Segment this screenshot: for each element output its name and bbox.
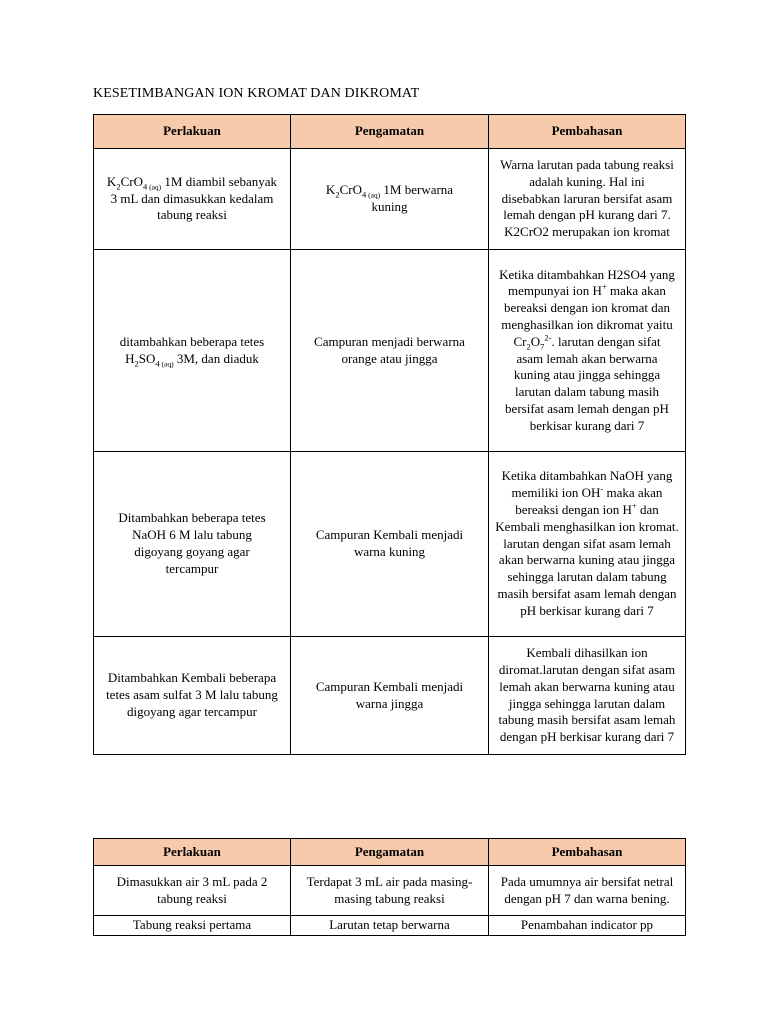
cell-pengamatan: Campuran menjadi berwarna orange atau jingga: [291, 250, 489, 452]
cell-pengamatan: Larutan tetap berwarna: [291, 916, 489, 936]
header-pengamatan: Pengamatan: [291, 115, 489, 149]
document-title: KESETIMBANGAN ION KROMAT DAN DIKROMAT: [93, 86, 420, 101]
table-row: [94, 637, 686, 755]
cell-perlakuan: Tabung reaksi pertama: [94, 916, 291, 936]
observation-table-1: [93, 114, 686, 755]
cell-perlakuan: Ditambahkan Kembali beberapa tetes asam sulfat 3 M lalu tabung digoyang agar tercampur: [94, 637, 291, 755]
cell-perlakuan: Dimasukkan air 3 mL pada 2 tabung reaksi: [94, 866, 291, 916]
cell-pembahasan: Kembali dihasilkan ion diromat.larutan dengan sifat asam lemah akan berwarna kuning atau jingga sehingga larutan dalam tabung masih bersifat asam lemah dengan pH berkisar kurang dari 7: [489, 637, 686, 755]
table-row: [94, 149, 686, 250]
header-perlakuan: Perlakuan: [94, 115, 291, 149]
table-header-row: [94, 839, 686, 866]
cell-perlakuan: Ditambahkan beberapa tetes NaOH 6 M lalu tabung digoyang goyang agar tercampur: [94, 452, 291, 637]
cell-perlakuan: $K_2CrO_4$ $_{(aq)}$ 1M diambil sebanyak 3 mL dan dimasukkan kedalam tabung reaksi: [94, 149, 291, 250]
table-row: [94, 866, 686, 916]
cell-perlakuan: ditambahkan beberapa tetes $H_2SO_4$ $_{(aq)}$ 3M, dan diaduk: [94, 250, 291, 452]
table-row: [94, 452, 686, 637]
table-row: [94, 250, 686, 452]
header-pembahasan: Pembahasan: [489, 115, 686, 149]
table-row: [94, 916, 686, 936]
cell-pengamatan: Campuran Kembali menjadi warna jingga: [291, 637, 489, 755]
cell-pembahasan: Warna larutan pada tabung reaksi adalah kuning. Hal ini disebabkan laruran bersifat asam lemah dengan pH kurang dari 7. K2CrO2 merupakan ion kromat: [489, 149, 686, 250]
cell-pembahasan: Pada umumnya air bersifat netral dengan pH 7 dan warna bening.: [489, 866, 686, 916]
header-pengamatan: Pengamatan: [291, 839, 489, 866]
cell-pembahasan: Penambahan indicator pp: [489, 916, 686, 936]
table-header-row: [94, 115, 686, 149]
header-perlakuan: Perlakuan: [94, 839, 291, 866]
header-pembahasan: Pembahasan: [489, 839, 686, 866]
cell-pengamatan: Terdapat 3 mL air pada masing-masing tabung reaksi: [291, 866, 489, 916]
cell-pengamatan: $K_2CrO_4$ $_{(aq)}$ 1M berwarna kuning: [291, 149, 489, 250]
observation-table-2: [93, 838, 686, 936]
cell-pembahasan: Ketika ditambahkan NaOH yang memiliki ion OH- maka akan bereaksi dengan ion H+ dan Kembali menghasilkan ion kromat. larutan dengan sifat asam lemah akan berwarna kuning atau jingga sehingga larutan dalam tabung masih bersifat asam lemah dengan pH berkisar kurang dari 7: [489, 452, 686, 637]
cell-pembahasan: Ketika ditambahkan H2SO4 yang mempunyai ion H+ maka akan bereaksi dengan ion kromat dan menghasilkan ion dikromat yaitu $Cr_2O_7^{2-}$. larutan dengan sifat asam lemah akan berwarna kuning atau jingga sehingga larutan dalam tabung masih bersifat asam lemah dengan pH berkisar kurang dari 7: [489, 250, 686, 452]
cell-pengamatan: Campuran Kembali menjadi warna kuning: [291, 452, 489, 637]
